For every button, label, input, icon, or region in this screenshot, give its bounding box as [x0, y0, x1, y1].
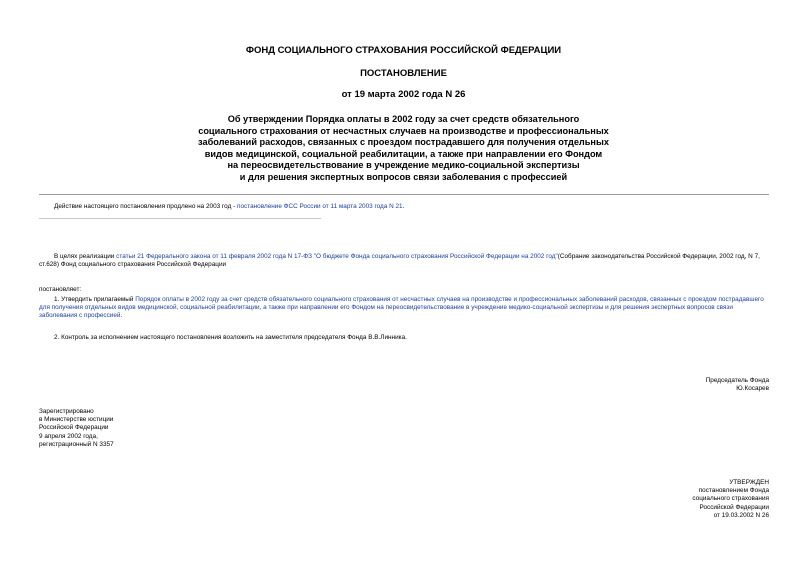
registration-line: Зарегистрировано [39, 408, 94, 415]
resolves-text: постановляет: [39, 286, 82, 293]
item-1-suffix: . [120, 312, 123, 320]
approval-line: от 19.03.2002 N 26 [713, 511, 769, 519]
item-1-paragraph [39, 296, 769, 321]
document-date-number: от 19 марта 2002 года N 26 [341, 89, 466, 100]
preamble-text: В целях реализации [54, 253, 117, 260]
signature-block [569, 377, 769, 393]
title-line: видов медицинской, социальной реабилитации, а также при направлении его Фондом [204, 148, 603, 159]
registration-block [39, 408, 279, 449]
note-link[interactable]: постановление ФСС России от 11 марта 2003 года N 21 [237, 203, 403, 210]
note-suffix: . [402, 203, 405, 210]
signature-name: Ю.Косарев [736, 385, 769, 393]
item-1-text: 1. Утвердить прилагаемый [54, 296, 136, 303]
preamble-suffix: (Собрание законодательства Российской Федерации, 2002 год, N 7, ст.628) Фонд социального страхования Российской Федерации [39, 253, 760, 269]
title-line: и для решения экспертных вопросов связи заболевания с профессией [239, 171, 568, 182]
validity-note [54, 203, 769, 211]
divider-bottom [39, 218, 321, 219]
divider-top [39, 194, 769, 195]
title-line: социального страхования от несчастных случаев на производстве и профессиональных [198, 125, 609, 136]
title-line: Об утверждении Порядка оплаты в 2002 году за счет средств обязательного [227, 114, 580, 124]
item-2-paragraph: 2. Контроль за исполнением настоящего постановления возложить на заместителя председателя Фонда В.В.Линника. [54, 334, 407, 341]
preamble-paragraph [39, 253, 769, 269]
approval-line: УТВЕРЖДЕН [729, 479, 769, 486]
document-type: ПОСТАНОВЛЕНИЕ [360, 68, 447, 79]
approval-line: социального страхования [692, 495, 769, 503]
law-article-link[interactable]: статьи 21 Федерального закона от 11 февраля 2002 года N 17-ФЗ "О бюджете Фонда социального страхования Российской Федерации на 2002 год" [116, 253, 558, 260]
registration-line: Российской Федерации [39, 424, 109, 432]
title-line: на переосвидетельствование в учреждение медико-социальной экспертизы [227, 160, 580, 171]
note-text: Действие настоящего постановления продлено на 2003 год - [54, 203, 238, 210]
approval-line: Российской Федерации [699, 503, 769, 511]
signature-position: Председатель Фонда [705, 377, 769, 384]
approval-line: постановлением Фонда [698, 487, 769, 495]
approval-block [569, 479, 769, 520]
title-line: заболеваний расходов, связанных с проездом пострадавшего для получения отдельных [198, 137, 609, 148]
registration-line: регистрационный N 3357 [39, 440, 114, 448]
organization-heading: ФОНД СОЦИАЛЬНОГО СТРАХОВАНИЯ РОССИЙСКОЙ ФЕДЕРАЦИИ [245, 45, 562, 56]
registration-line: 9 апреля 2002 года, [39, 432, 98, 440]
registration-line: в Министерстве юстиции [39, 416, 114, 424]
procedure-link[interactable]: Порядок оплаты в 2002 году за счет средств обязательного социального страхования от несчастных случаев на производстве и профессиональных заболеваний расходов, связанных с проездом пострадавшего для получения отдельных видов медицинской, социальной реабилитации, а также при направлении его Фондом на переосвидетельствование в учреждение медико-социальной экспертизы и для решения экспертных вопросов связи заболевания с профессией [39, 296, 764, 320]
document-title [0, 114, 807, 184]
